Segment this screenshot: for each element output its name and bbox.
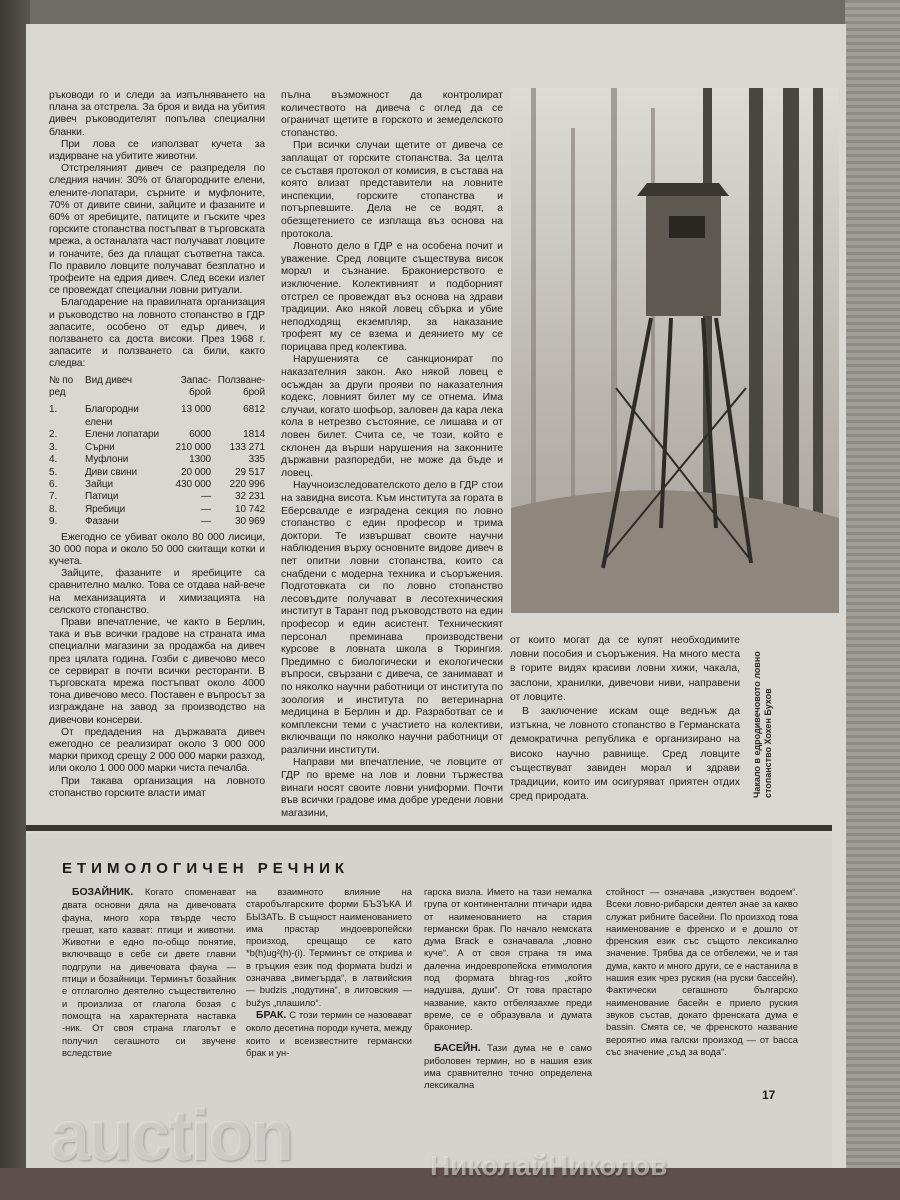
cell-no: 1. <box>49 404 58 416</box>
cell-stock: 210 000 <box>175 441 211 453</box>
watermark-site: auction <box>50 1096 293 1176</box>
cell-species: Муфлони <box>85 454 129 466</box>
cell-stock: — <box>201 503 211 515</box>
game-stock-table <box>49 375 265 529</box>
cell-harvest: 10 742 <box>235 503 265 515</box>
table-row <box>49 442 265 454</box>
cell-species: Яребици <box>85 503 126 515</box>
paragraph: ръководи го и следи за изпълняването на плана за отстрела. За броя и вида на убития дивеч ръководителят попълва специални бланки. <box>49 90 265 138</box>
cell-harvest: 133 271 <box>229 441 265 453</box>
entry-brak <box>246 1009 412 1059</box>
page-number: 17 <box>762 1088 776 1102</box>
paragraph: Научноизследователското дело в ГДР стои на завидна висота. Към института за гората в Еберсвалде е изградена секция по ловно стопанство с един професор и трима доктори. Те извършват своите научни наблюдения върху основните видове дивеч в пет опитни ловни стопанства, които са снабдени с модерна техника и съоръжения. Подготовката си по ловно стопанство лесовъдите получават в лесотехническия институт в Тарант под ръководството на един професор и един асистент. Техническият персонал преминава производствени курсове в ловната школа в Тюрингия. Предимно с биологически и екологически въпроси, свързани с дивеча, се занимават и по няколко научни работници от института по зоология и института по ветеринарна медицина в Берлин и др. Разработват се и комплексни теми с участието на колективи, включващи по няколко научни работници от различни институти. <box>281 480 503 756</box>
col-header-stock: Запас-брой <box>180 374 211 399</box>
table-row <box>49 429 265 441</box>
cell-stock: 13 000 <box>181 404 211 416</box>
cell-species: Благородни елени <box>85 404 139 428</box>
cell-species: Сърни <box>85 441 115 453</box>
table-row <box>49 467 265 479</box>
paragraph: Благодарение на правилната организация и ръководство на ловното стопанство в ГДР запасите, особено от едър дивеч, и ползването са доста високи. През 1968 г. запасите и ползването са били, както следва: <box>49 297 265 370</box>
paragraph: Прави впечатление, че както в Берлин, така и във всички градове на страната има специални магазини за продажба на дивеч през цялата година. Гозби с дивечово месо се сервират в почти всички ресторанти. В търговската мрежа постъпват около 4000 тона дивечово месо. Поставен е въпросът за изграждане на завод за производство на дивечови консерви. <box>49 616 265 726</box>
cell-stock: — <box>201 491 211 503</box>
cell-no: 5. <box>49 466 58 478</box>
paragraph: пълна възможност да контролират количеството на дивеча с оглед да се ограничат щетите в горското и земеделското стопанство. <box>281 90 503 139</box>
paragraph: От предадения на държавата дивеч ежегодно се реализират около 3 000 000 марки приход срещу 2 000 000 марки разход, или около 1 000 000 марки чиста печалба. <box>49 726 265 775</box>
table-row <box>49 404 265 429</box>
cell-stock: 1300 <box>189 454 211 466</box>
paragraph: Отстреляният дивеч се разпределя по следния начин: 30% от благородните елени, елените-лопатари, сърните и муфлоните, 70% от дивите свини, зайците и фазаните и 60% от яребиците, патиците и гъските чрез горските стопанства постъпват в търговската мрежа, а останалата част получават ловците и гоначите, без да плащат съответна такса. По правило ловците получават безплатно и трофеите на едрия дивеч. След всеки излет се провеждат специални ловни ритуали. <box>49 163 265 297</box>
entry-term: БОЗАЙНИК. <box>72 887 134 898</box>
cell-stock: 6000 <box>189 429 211 441</box>
col-header-species: Вид дивеч <box>85 374 133 386</box>
paragraph: Ежегодно се убиват около 80 000 лисици, 30 000 пора и около 50 000 скитащи котки и кучета. <box>49 531 265 567</box>
cell-harvest: 29 517 <box>235 466 265 478</box>
dictionary-column-4 <box>606 886 798 1058</box>
paragraph: При всички случаи щетите от дивеча се заплащат от горските стопанства. За целта се съставя протокол от комисия, в състава на която влизат представители на ловните инспекции, горските стопанства и потърпевшите. Дела не се водят, а обезщетението се изплаща въз основа на протокола. <box>281 140 503 240</box>
background-right <box>845 0 900 1200</box>
entry-text: стойност — означава „изкуствен водоем“. Всеки ловно-рибарски деятел знае за какво служат рибните басейни. По произход това наименование е френско и е дошло от френския език със същото лексикално значение. Трябва да се отбележи, че и тая дума, както и много други, се е настанила в нашия език чрез руския (на руски бассейн). Фактически сегашното българско наименование басейн е приело руския звуков състав, докато френската дума е bassin. Смята се, че френското название вероятно има галски произход — от bacca със значение „съд за вода“. <box>606 886 798 1057</box>
cell-species: Елени лопатари <box>85 429 159 441</box>
cell-no: 8. <box>49 503 58 515</box>
entry-text: гарска визла. Името на тази немалка група от континентални птичари идва от наименованието на стария германски брак. По начало немската дума Brack е означавала „ловно куче“. А от своя страна тя има далечна индоевропейска етимология под формата bhrag-ros „който надушва, души“. От това прастаро название, както отбелязахме преди време, се е образувала и думата бракониер. <box>424 886 592 1033</box>
paragraph: Направи ми впечатление, че ловците от ГДР по време на лов и ловни тържества винаги носят своите ловни униформи. Почти във всички градове има добре уредени ловни магазини, <box>281 757 503 819</box>
table-row <box>49 491 265 503</box>
table-row <box>49 454 265 466</box>
paragraph: от които могат да се купят необходимите ловни пособия и съоръжения. На много места в горите видях красиви ловни хижи, чакала, заслони, хранилки, дивечови ниви, направени от ловците. <box>510 635 740 703</box>
cell-harvest: 6812 <box>243 404 265 416</box>
cell-no: 7. <box>49 491 58 503</box>
col-header-no: № по ред <box>49 374 74 399</box>
cell-harvest: 335 <box>248 454 265 466</box>
dictionary-column-2 <box>246 886 412 1059</box>
cell-stock: — <box>201 516 211 528</box>
entry-bozaynik <box>62 886 236 1059</box>
paragraph: В заключение искам още веднъж да изтъкна, че ловното стопанство в Германската демократична република е организирано на високо научно равнище. Сред ловците съществуват завиден морал и здрави традиции, които им осигуряват приятен отдих сред природата. <box>510 706 740 803</box>
entry-text: на взаимното влияние на старобългарските форми БЪЗЪКА И БЫЗАТЬ. В същност наименованието има прастар индоевропейски произход, срещащо се като *b(h)ug²(h)-(i). Терминът се открива и в гръцкия език под формата budzi и означава „вимегърда“, в латвийския — budzis „подутина“, в литовския — bužys „плашило“. <box>246 886 412 1008</box>
paragraph: При лова се използват кучета за издирване на убитите животни. <box>49 138 265 163</box>
table-row <box>49 516 265 528</box>
col-header-harvest: Ползване-брой <box>217 374 265 399</box>
section-divider <box>26 825 832 831</box>
photo-caption: Чакало в едродивечовото ловно стопанство Хохен Бухов <box>752 651 773 798</box>
article-column-3 <box>510 634 740 820</box>
entry-term: БРАК. <box>256 1009 287 1021</box>
cell-species: Фазани <box>85 516 119 528</box>
watermark-seller: НиколайНиколов <box>430 1150 668 1181</box>
section-title: ЕТИМОЛОГИЧЕН РЕЧНИК <box>62 860 350 877</box>
paragraph: Ловното дело в ГДР е на особена почит и уважение. Сред ловците съществува висок морал и съзнание. Бракониерството е изключение. Колективният и подборният отстрел се провеждат въз основа на здрави традиции. Ако някой ловец сбърка и убие неподходящ екземпляр, за наказание трофеят му се взема и деянието му се порицава пред колектива. <box>281 241 503 353</box>
cell-stock: 20 000 <box>181 466 211 478</box>
cell-harvest: 30 969 <box>235 516 265 528</box>
table-row <box>49 504 265 516</box>
article-column-2 <box>281 90 503 820</box>
entry-term: БАСЕЙН. <box>434 1042 481 1054</box>
cell-species: Патици <box>85 491 119 503</box>
cell-no: 3. <box>49 441 58 453</box>
cell-harvest: 1814 <box>243 429 265 441</box>
cell-harvest: 220 996 <box>229 478 265 490</box>
entry-text: С този термин се назовават около десетина породи кучета, между които и всеизвестните германски брак и ун- <box>246 1008 412 1058</box>
background-bottom <box>0 1168 900 1200</box>
cell-harvest: 32 231 <box>235 491 265 503</box>
paragraph: Зайците, фазаните и яребиците са сравнително малко. Това се отдава най-вече на механизацията и химизацията на селското стопанство. <box>49 568 265 616</box>
cell-no: 4. <box>49 454 58 466</box>
table-row <box>49 479 265 491</box>
cell-species: Зайци <box>85 478 114 490</box>
cell-stock: 430 000 <box>175 478 211 490</box>
paragraph: Нарушенията се санкционират по наказателния закон. Ако някой ловец е осъждан за други прояви по наказателния кодекс, ловният билет му се отнема. Има случаи, когато шофьор, заловен да кара лека кола в нетрезво състояние, се лишава и от ловен билет. Счита се, че този, който е склонен да върши нарушения на законните държавни разпоредби, не може да бъде и ловец. <box>281 354 503 479</box>
entry-text: Когато споменават двата основни дяла на дивечовата фауна, много хора твърде често грешат, като казват: птици и животни. Животни е едно по-общо понятие, включващо в себе си двете главни подгрупи на дивечовата фауна — птици и бозайници. Терминът бозайник е отглаголно деятелно съществително и произлиза от глагола бозая с помощта на характерната наставка -ник. От своя страна глаголът е получил сегашното си звучене вследствие <box>62 886 237 1058</box>
dictionary-column-1 <box>62 886 236 1059</box>
entry-text: Тази дума не е само риболовен термин, но в нашия език има сравнително точно определена лексикална <box>424 1041 592 1091</box>
cell-no: 2. <box>49 429 58 441</box>
cell-no: 9. <box>49 516 58 528</box>
dictionary-column-3 <box>424 886 592 1092</box>
cell-no: 6. <box>49 478 58 490</box>
entry-basein <box>424 1042 592 1092</box>
cell-species: Диви свини <box>85 466 138 478</box>
paragraph: При такава организация на ловното стопанство горските власти имат <box>49 775 265 799</box>
article-column-1 <box>49 90 265 820</box>
hunting-tower-photo <box>511 88 839 613</box>
